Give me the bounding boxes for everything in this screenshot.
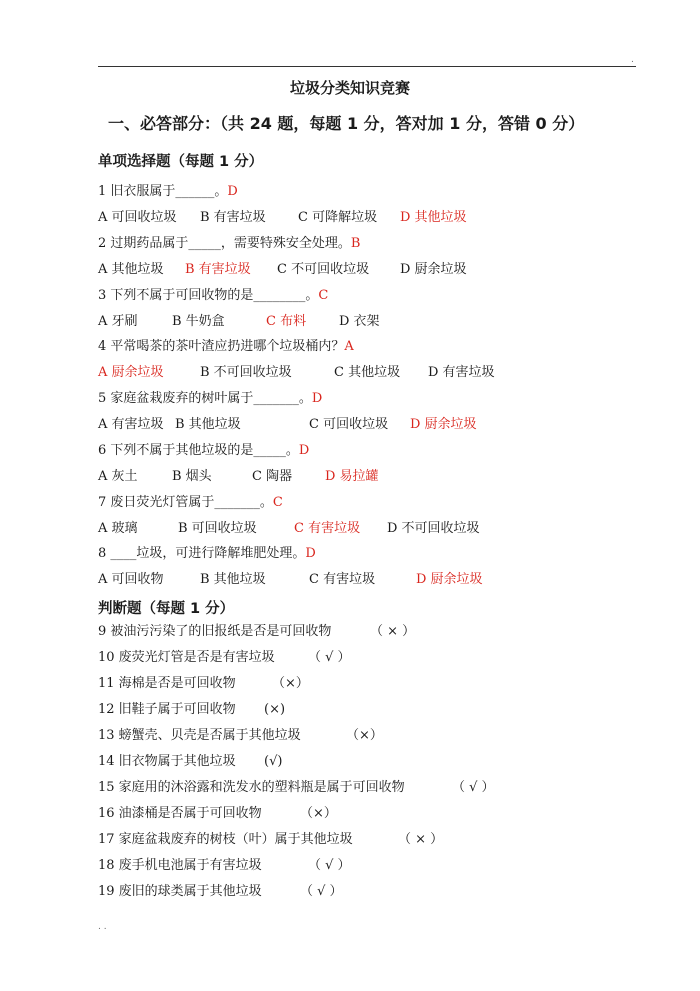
choice-option: A 有害垃圾 [98,417,164,432]
choice-option: A 玻璃 [98,521,138,536]
judge-question-16: 16 油漆桶是否属于可回收物 [98,806,262,821]
choice-option: B 烟头 [172,469,212,484]
choice-option: C 有害垃圾 [309,572,376,587]
choice-option: D 易拉罐 [325,469,379,484]
question-text: 5 家庭盆栽废弃的树叶属于_______。 [98,391,312,406]
corner-mark: . [631,55,634,65]
choice-option: C 布料 [266,314,307,329]
choice-question-6 [98,443,309,459]
judge-question-19: 19 废旧的球类属于其他垃圾 [98,884,262,899]
judge-question-15: 15 家庭用的沐浴露和洗发水的塑料瓶是属于可回收物 [98,780,405,795]
question-text: 3 下列不属于可回收物的是________。 [98,288,319,303]
choice-option: D 不可回收垃圾 [387,521,480,536]
choice-option: D 衣架 [339,314,380,329]
choice-question-8 [98,546,316,562]
judge-question-18: 18 废手机电池属于有害垃圾 [98,858,262,873]
answer-key: C [272,495,283,510]
choice-option: C 其他垃圾 [334,365,401,380]
question-text: 7 废日荧光灯管属于_______。 [98,495,273,510]
choice-option: B 有害垃圾 [185,262,251,277]
choice-question-1 [98,184,238,200]
judge-question-14: 14 旧衣物属于其他垃圾 [98,754,236,769]
answer-key: C [318,288,329,303]
choice-option: D 厨余垃圾 [416,572,483,587]
judge-answer-mark: （ √ ） [308,650,351,665]
judge-question-12: 12 旧鞋子属于可回收物 [98,702,236,717]
choice-question-2 [98,236,360,252]
section-heading: 一、必答部分：（共 24 题，每题 1 分，答对加 1 分，答错 0 分） [108,114,585,133]
judge-answer-mark: (×) [264,702,286,717]
judge-answer-mark: (√) [264,754,283,769]
judge-question-13: 13 螃蟹壳、贝壳是否属于其他垃圾 [98,728,301,743]
choice-option: A 可回收物 [98,572,164,587]
judge-question-11: 11 海棉是否是可回收物 [98,676,236,691]
choice-heading: 单项选择题（每题 1 分） [98,154,264,170]
choice-option: B 牛奶盒 [172,314,225,329]
answer-key: D [305,546,316,561]
judge-question-10: 10 废荧光灯管是否是有害垃圾 [98,650,275,665]
choice-option: A 灰土 [98,469,138,484]
answer-key: B [350,236,361,251]
judge-answer-mark: （ √ ） [300,884,343,899]
judge-heading: 判断题（每题 1 分） [98,601,235,617]
choice-option: B 其他垃圾 [175,417,241,432]
judge-answer-mark: （ × ） [370,624,416,639]
answer-key: D [227,184,238,199]
choice-option: D 厨余垃圾 [410,417,477,432]
question-text: 8 ____垃圾，可进行降解堆肥处理。 [98,546,306,561]
header-rule [98,66,636,67]
choice-question-5 [98,391,322,407]
choice-option: C 可降解垃圾 [298,210,378,225]
judge-answer-mark: （×） [272,676,309,691]
choice-question-4 [98,339,354,355]
question-text: 2 过期药品属于_____，需要特殊安全处理。 [98,236,351,251]
choice-question-7 [98,495,283,511]
choice-option: C 有害垃圾 [294,521,361,536]
choice-option: D 其他垃圾 [400,210,467,225]
choice-option: A 牙刷 [98,314,138,329]
question-text: 6 下列不属于其他垃圾的是_____。 [98,443,299,458]
document-title: 垃圾分类知识竞赛 [289,79,410,97]
choice-option: A 厨余垃圾 [98,365,164,380]
judge-answer-mark: （ × ） [398,832,444,847]
choice-option: C 陶器 [252,469,293,484]
judge-answer-mark: （ √ ） [308,858,351,873]
question-text: 1 旧衣服属于______。 [98,184,228,199]
choice-option: B 可回收垃圾 [178,521,257,536]
choice-question-3 [98,288,328,304]
choice-option: D 厨余垃圾 [400,262,467,277]
choice-option: A 其他垃圾 [98,262,164,277]
choice-option: D 有害垃圾 [428,365,495,380]
judge-question-17: 17 家庭盆栽废弃的树枝（叶）属于其他垃圾 [98,832,353,847]
choice-option: C 可回收垃圾 [309,417,389,432]
choice-option: C 不可回收垃圾 [277,262,370,277]
choice-option: A 可回收垃圾 [98,210,177,225]
answer-key: A [344,339,354,354]
judge-answer-mark: （×） [346,728,383,743]
choice-option: B 其他垃圾 [200,572,266,587]
judge-question-9: 9 被油污污染了的旧报纸是否是可回收物 [98,624,332,639]
choice-option: B 有害垃圾 [200,210,266,225]
answer-key: D [298,443,310,458]
choice-option: B 不可回收垃圾 [200,365,292,380]
judge-answer-mark: （×） [300,806,337,821]
question-text: 4 平常喝茶的茶叶渣应扔进哪个垃圾桶内？ [98,339,345,354]
judge-answer-mark: （ √ ） [452,780,495,795]
footer-mark: . . [98,922,107,932]
answer-key: D [311,391,323,406]
